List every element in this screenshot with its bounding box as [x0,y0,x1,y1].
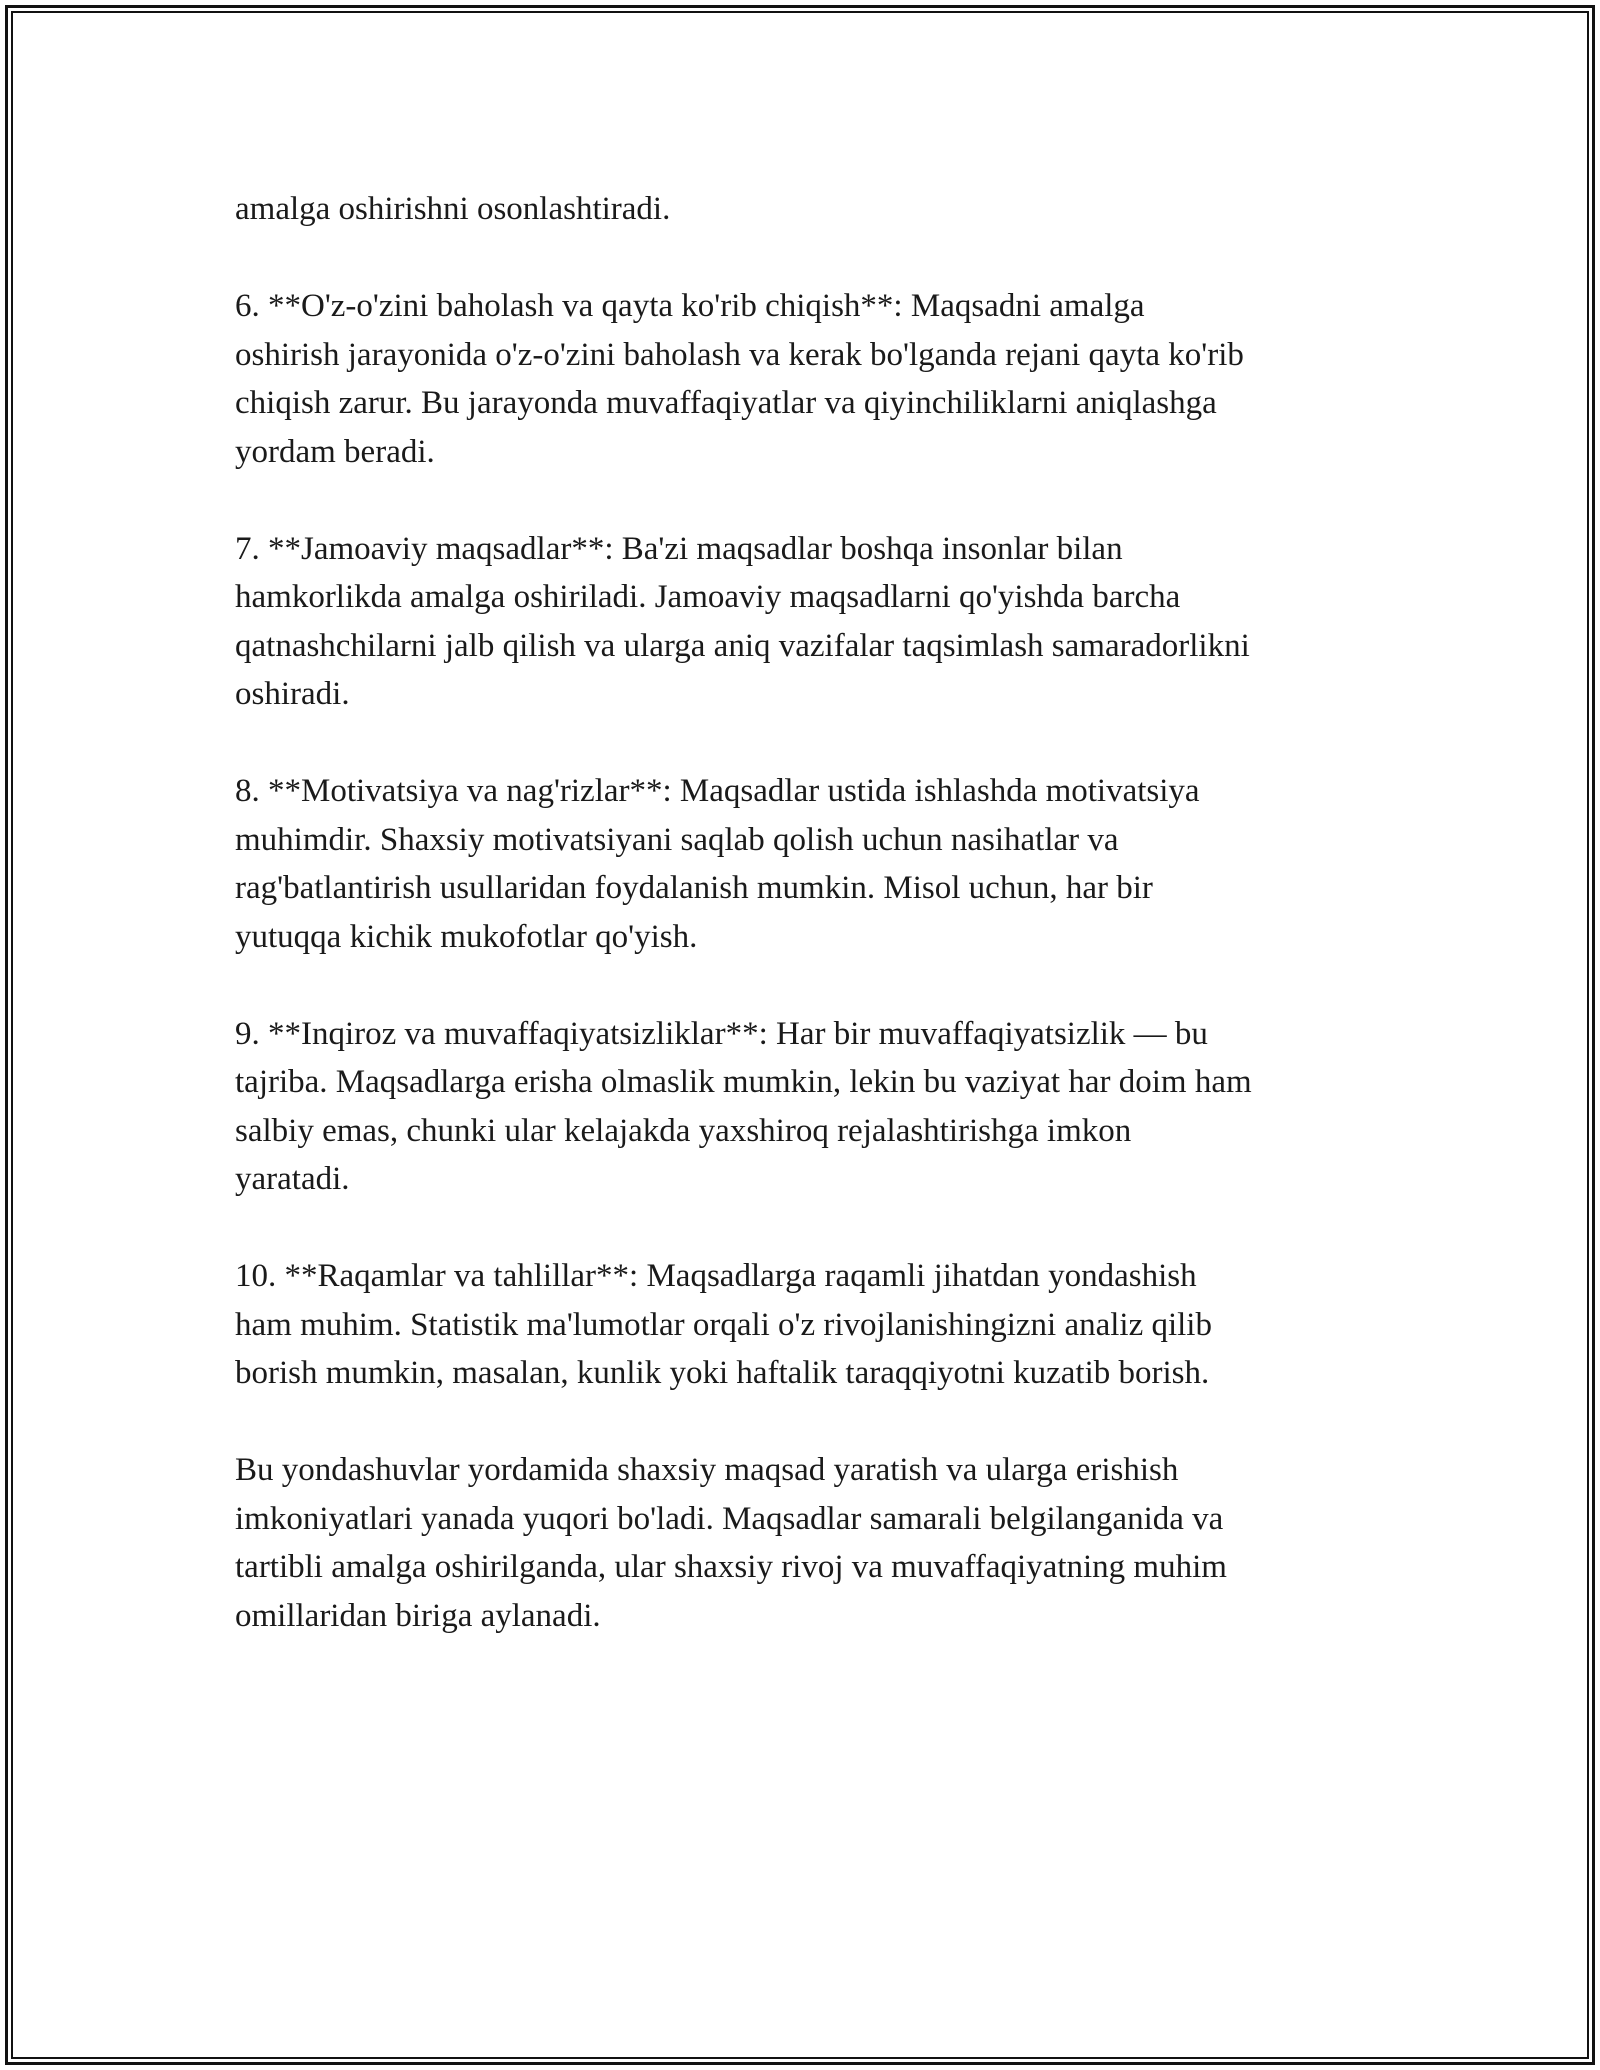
paragraph-conclusion: Bu yondashuvlar yordamida shaxsiy maqsad yaratish va ularga erishish imkoniyatlari yanada yuqori bo'ladi. Maqsadlar samarali belgilanganida va tartibli amalga oshirilganda, ular shaxsiy rivoj va muvaffaqiyatning muhim omillaridan biriga aylanadi. [235,1452,1227,1634]
paragraph-item-7: 7. **Jamoaviy maqsadlar**: Ba'zi maqsadlar boshqa insonlar bilan hamkorlikda amalga oshiriladi. Jamoaviy maqsadlarni qo'yishda barcha qatnashchilarni jalb qilish va ularga aniq vazifalar taqsimlash samaradorlikni oshiradi. [235,530,1250,712]
document-body [235,185,1385,1640]
paragraph-continuation: amalga oshirishni osonlashtiradi. [235,191,671,227]
paragraph-item-6: 6. **O'z-o'zini baholash va qayta ko'rib chiqish**: Maqsadni amalga oshirish jarayonida o'z-o'zini baholash va kerak bo'lganda rejani qayta ko'rib chiqish zarur. Bu jarayonda muvaffaqiyatlar va qiyinchiliklarni aniqlashga yordam beradi. [235,288,1244,470]
paragraph-item-9: 9. **Inqiroz va muvaffaqiyatsizliklar**: Har bir muvaffaqiyatsizlik — bu tajriba. Maqsadlarga erisha olmaslik mumkin, lekin bu vaziyat har doim ham salbiy emas, chunki ular kelajakda yaxshiroq rejalashtirishga imkon yaratadi. [235,1015,1252,1197]
paragraph-item-10: 10. **Raqamlar va tahlillar**: Maqsadlarga raqamli jihatdan yondashish ham muhim. Statistik ma'lumotlar orqali o'z rivojlanishingizni analiz qilib borish mumkin, masalan, kunlik yoki haftalik taraqqiyotni kuzatib borish. [235,1258,1212,1391]
paragraph-item-8: 8. **Motivatsiya va nag'rizlar**: Maqsadlar ustida ishlashda motivatsiya muhimdir. Shaxsiy motivatsiyani saqlab qolish uchun nasihatlar va rag'batlantirish usullaridan foydalanish mumkin. Misol uchun, har bir yutuqqa kichik mukofotlar qo'yish. [235,773,1200,955]
